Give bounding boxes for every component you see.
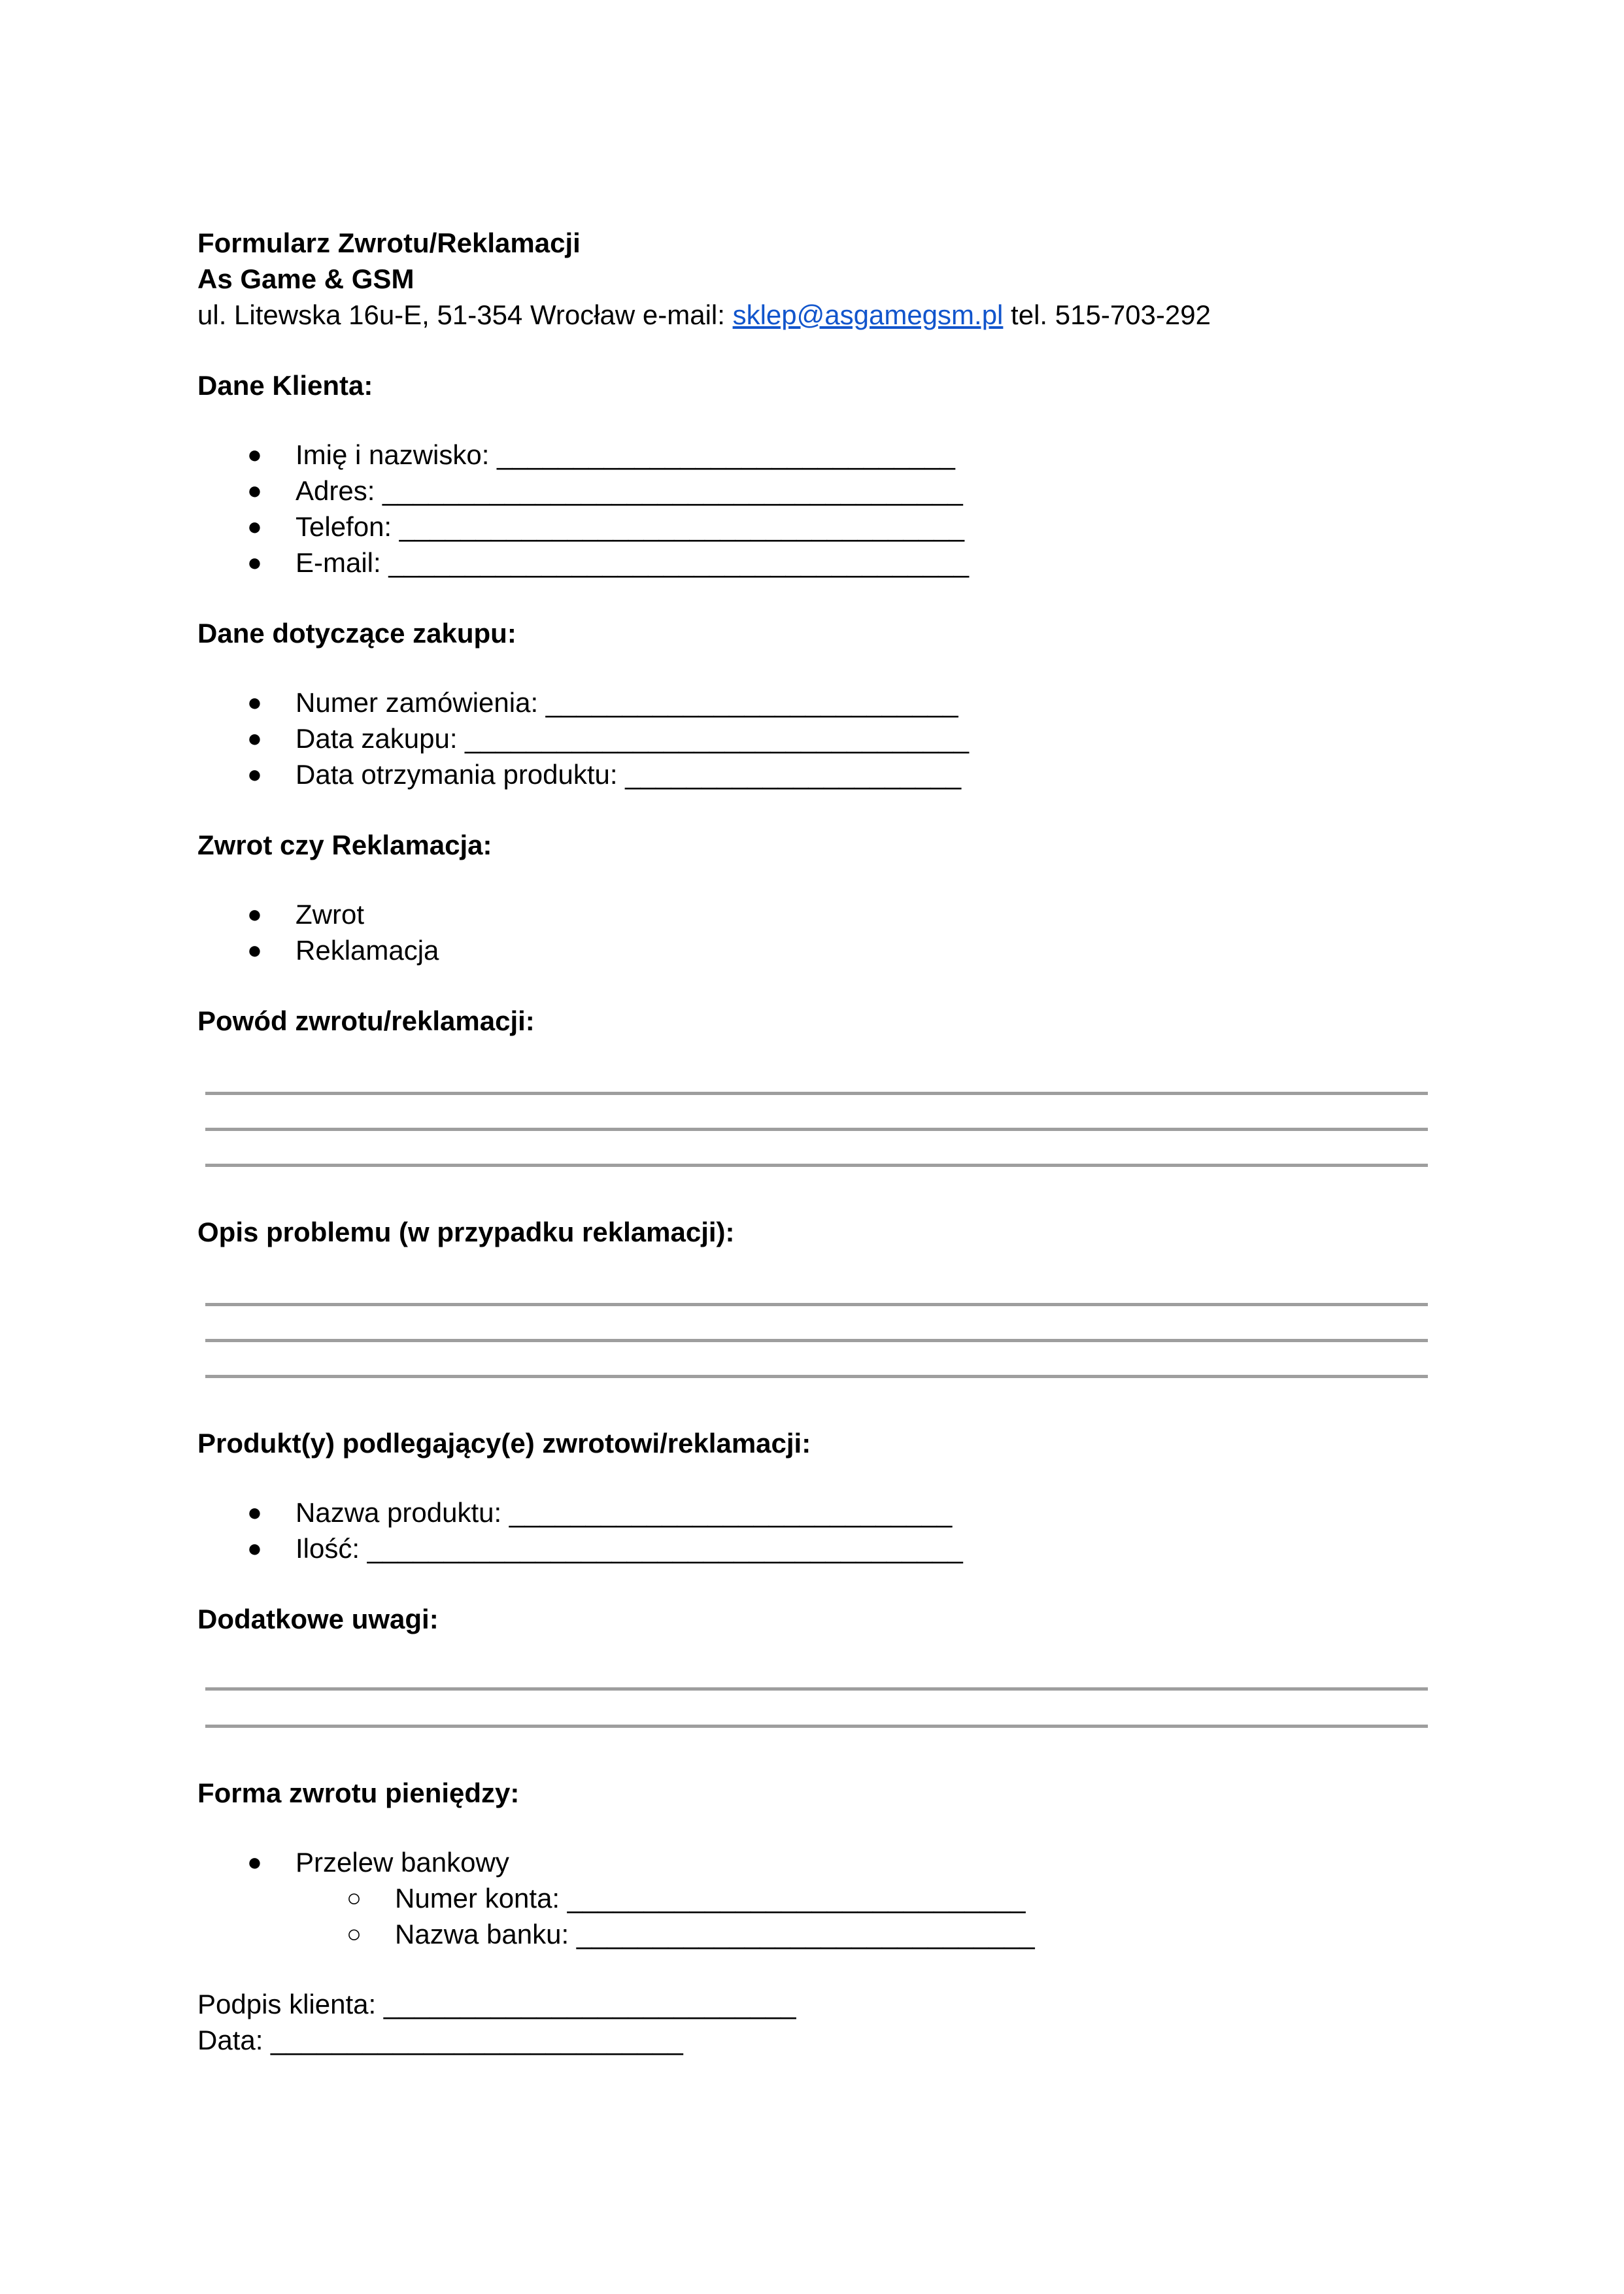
client-name-field: Imię i nazwisko: ______________________________ <box>296 439 955 470</box>
notes-line <box>205 1687 1428 1691</box>
bullet-icon: ● <box>247 901 262 928</box>
bullet-icon: ● <box>247 513 262 541</box>
type-section-heading: Zwrot czy Reklamacja: <box>197 830 492 860</box>
option-return: Zwrot <box>296 899 364 930</box>
reason-section-heading: Powód zwrotu/reklamacji: <box>197 1005 535 1036</box>
bullet-icon: ● <box>247 937 262 964</box>
company-name: As Game & GSM <box>197 263 414 294</box>
address-text: ul. Litewska 16u-E, 51-354 Wrocław e-mail: <box>197 299 733 330</box>
signature-date-field: Data: ___________________________ <box>197 2025 683 2055</box>
bullet-icon: ● <box>247 549 262 577</box>
circle-bullet-icon: ○ <box>347 1885 362 1912</box>
client-address-field: Adres: ______________________________________ <box>296 475 963 506</box>
order-number-field: Numer zamówienia: ___________________________ <box>296 687 958 718</box>
reason-line <box>205 1164 1428 1167</box>
client-phone-field: Telefon: _____________________________________ <box>296 511 965 542</box>
circle-bullet-icon: ○ <box>347 1921 362 1948</box>
bank-name-field: Nazwa banku: ______________________________ <box>395 1919 1035 1949</box>
bullet-icon: ● <box>247 689 262 717</box>
receipt-date-field: Data otrzymania produktu: ______________________ <box>296 759 962 790</box>
bullet-icon: ● <box>247 477 262 505</box>
client-signature-field: Podpis klienta: ___________________________ <box>197 1989 796 2019</box>
products-section-heading: Produkt(y) podlegający(e) zwrotowi/reklamacji: <box>197 1428 811 1459</box>
form-title: Formularz Zwrotu/Reklamacji <box>197 228 581 258</box>
problem-line <box>205 1339 1428 1342</box>
bullet-icon: ● <box>247 441 262 469</box>
product-name-field: Nazwa produktu: _____________________________ <box>296 1497 953 1528</box>
purchase-section-heading: Dane dotyczące zakupu: <box>197 618 516 649</box>
problem-section-heading: Opis problemu (w przypadku reklamacji): <box>197 1217 735 1247</box>
bullet-icon: ● <box>247 1535 262 1562</box>
bullet-icon: ● <box>247 1849 262 1876</box>
bullet-icon: ● <box>247 1499 262 1527</box>
purchase-date-field: Data zakupu: _________________________________ <box>296 723 969 754</box>
phone-text: tel. 515-703-292 <box>1003 299 1211 330</box>
problem-line <box>205 1375 1428 1378</box>
notes-section-heading: Dodatkowe uwagi: <box>197 1604 439 1634</box>
reason-line <box>205 1128 1428 1131</box>
refund-method: Przelew bankowy <box>296 1847 509 1878</box>
account-number-field: Numer konta: ______________________________ <box>395 1883 1026 1914</box>
company-contact-line <box>197 297 1211 333</box>
refund-section-heading: Forma zwrotu pieniędzy: <box>197 1778 520 1808</box>
quantity-field: Ilość: _______________________________________ <box>296 1533 963 1564</box>
bullet-icon: ● <box>247 725 262 752</box>
problem-line <box>205 1303 1428 1306</box>
reason-line <box>205 1092 1428 1095</box>
email-link[interactable]: sklep@asgamegsm.pl <box>732 299 1004 330</box>
client-section-heading: Dane Klienta: <box>197 370 373 401</box>
bullet-icon: ● <box>247 761 262 788</box>
option-complaint: Reklamacja <box>296 935 439 966</box>
notes-line <box>205 1725 1428 1728</box>
client-email-field: E-mail: ______________________________________ <box>296 547 969 578</box>
